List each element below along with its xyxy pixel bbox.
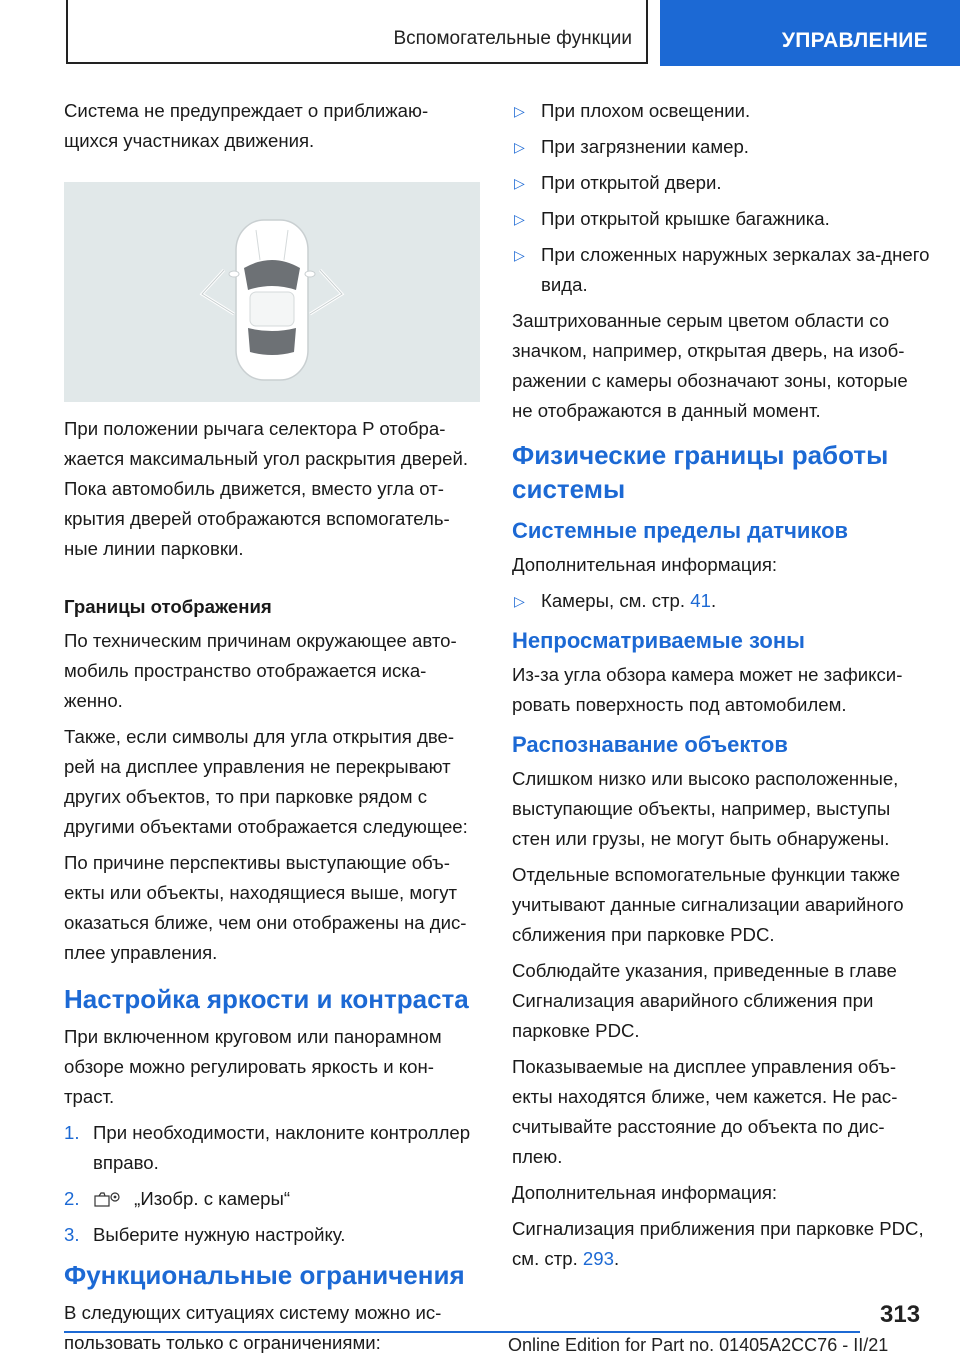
- list-item: ▷ Камеры, см. стр. 41.: [512, 586, 932, 616]
- triangle-right-icon: ▷: [514, 139, 525, 155]
- right-column: [512, 96, 932, 1280]
- pdc-page-link[interactable]: 293: [582, 1248, 614, 1269]
- step-text: Выберите нужную настройку.: [93, 1224, 346, 1245]
- list-item: [512, 132, 932, 162]
- list-item-text: При сложенных наружных зеркалах за-днего вида.: [541, 244, 930, 295]
- list-item: [512, 204, 932, 234]
- header-chapter-title: УПРАВЛЕНИЕ: [781, 29, 928, 52]
- car-top-view-illustration: [64, 182, 480, 402]
- intro-paragraph: Система не предупреждает о приближаю-щихся участниках движения.: [64, 100, 429, 151]
- recognition-paragraph-1: Слишком низко или высоко расположенные, выступающие объекты, например, выступы стен или грузы, не могут быть обнаружены.: [512, 768, 899, 849]
- step-number: 3.: [64, 1224, 80, 1245]
- selector-paragraph: При положении рычага селектора P отобра-жается максимальный угол раскрытия дверей. Пока автомобиль движется, вместо угла от-крытия дверей отображаются вспомогатель-ные линии парковки.: [64, 418, 469, 559]
- pdc-reference: Сигнализация приближения при парковке PDC, см. стр. 293.: [512, 1218, 924, 1269]
- limits-paragraph: В следующих ситуациях систему можно ис-пользовать только с ограничениями:: [64, 1302, 442, 1353]
- list-item: [512, 240, 932, 300]
- cameras-page-link[interactable]: 41: [690, 590, 711, 611]
- header-section-box: [66, 0, 648, 64]
- camera-settings-icon: [93, 1189, 123, 1209]
- footer-divider: [64, 1331, 860, 1333]
- recognition-paragraph-3: Соблюдайте указания, приведенные в главе Сигнализация аварийного сближения при парковке PDC.: [512, 960, 897, 1041]
- step-item: [64, 1184, 482, 1214]
- list-item-text: При загрязнении камер.: [541, 136, 749, 157]
- header-chapter-box: [660, 0, 960, 66]
- car-door-angle-figure: [64, 182, 480, 402]
- recognition-paragraph-2: Отдельные вспомогательные функции также учитывают данные сигнализации аварийного сближения при парковке PDC.: [512, 864, 904, 945]
- display-limits-heading: Границы отображения: [64, 596, 272, 617]
- list-item: [512, 168, 932, 198]
- blind-zones-heading: Непросматриваемые зоны: [512, 628, 805, 653]
- list-item-text: При плохом освещении.: [541, 100, 751, 121]
- triangle-right-icon: ▷: [514, 247, 525, 263]
- symbols-paragraph: Также, если символы для угла открытия две-рей на дисплее управления не перекрывают других объектов, то при парковке рядом с другими объектами отображается следующее:: [64, 726, 468, 837]
- page-number: 313: [880, 1301, 921, 1328]
- hatched-areas-paragraph: Заштрихованные серым цветом области со значком, например, открытая дверь, на изоб-ражении с камеры обозначают зоны, которые не отображаются в данный момент.: [512, 310, 908, 421]
- cameras-ref-text: Камеры, см. стр.: [541, 590, 686, 611]
- triangle-right-icon: ▷: [514, 593, 525, 609]
- footer-edition: Online Edition for Part no. 01405A2CC76 - II/21: [508, 1335, 889, 1355]
- sensor-limits-heading: Системные пределы датчиков: [512, 518, 849, 543]
- step-number: 2.: [64, 1188, 80, 1209]
- blind-zones-paragraph: Из-за угла обзора камера может не зафикси-ровать поверхность под автомобилем.: [512, 664, 903, 715]
- physical-limits-heading: Физические границы работы системы: [512, 440, 889, 504]
- triangle-right-icon: ▷: [514, 211, 525, 227]
- recognition-paragraph-4: Показываемые на дисплее управления объ-екты находятся ближе, чем кажется. Не рас-считывайте расстояние до объекта по дис-плею.: [512, 1056, 898, 1167]
- pdc-ref-text: Сигнализация приближения при парковке PDC, см. стр.: [512, 1218, 924, 1269]
- step-number: 1.: [64, 1122, 80, 1143]
- step-item: [64, 1220, 482, 1250]
- list-item-text: При открытой крышке багажника.: [541, 208, 830, 229]
- perspective-paragraph: По причине перспективы выступающие объ-екты или объекты, находящиеся выше, могут оказаться ближе, чем они отображены на дис-плее управления.: [64, 852, 467, 963]
- functional-limits-heading: Функциональные ограничения: [64, 1260, 465, 1290]
- left-column: [64, 96, 482, 1362]
- brightness-paragraph: При включенном круговом или панорамном обзоре можно регулировать яркость и кон-траст.: [64, 1026, 442, 1107]
- object-recognition-heading: Распознавание объектов: [512, 732, 788, 757]
- triangle-right-icon: ▷: [514, 103, 525, 119]
- brightness-heading: Настройка яркости и контраста: [64, 984, 469, 1014]
- step-item: [64, 1118, 482, 1178]
- step-text: „Изобр. с камеры“: [134, 1188, 291, 1209]
- list-item: [512, 96, 932, 126]
- list-item-text: При открытой двери.: [541, 172, 722, 193]
- distortion-paragraph: По техническим причинам окружающее авто-мобиль пространство отображается иска-женно.: [64, 630, 457, 711]
- step-text: При необходимости, наклоните контроллер вправо.: [93, 1122, 471, 1173]
- more-info-label: Дополнительная информация:: [512, 1182, 778, 1203]
- header-section-title: Вспомогательные функции: [393, 28, 632, 49]
- triangle-right-icon: ▷: [514, 175, 525, 191]
- more-info-label: Дополнительная информация:: [512, 554, 778, 575]
